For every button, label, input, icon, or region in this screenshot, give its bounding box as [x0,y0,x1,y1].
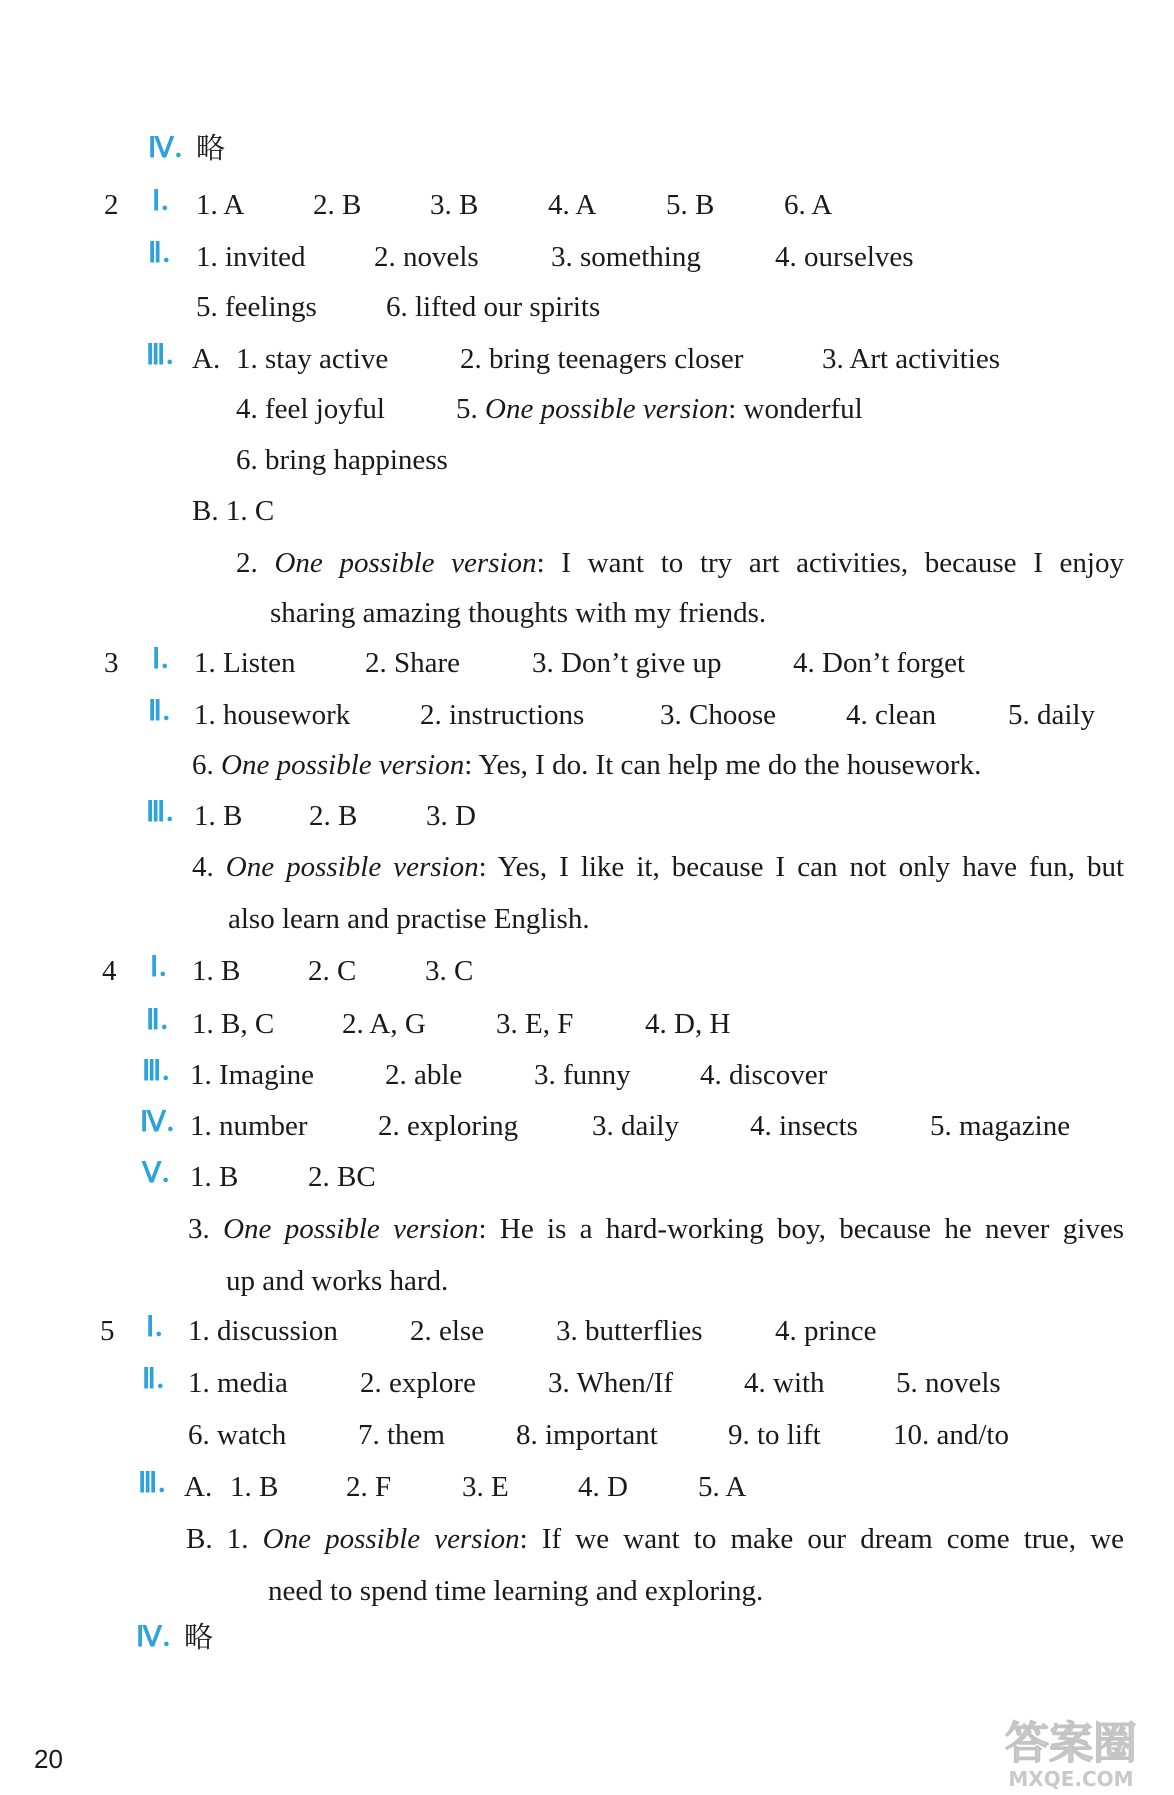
answer: 1. B [194,800,243,832]
answer: 2. One possible version: I want to try art activities, because I enjoy [236,547,1124,579]
answer: 1. media [188,1367,288,1399]
section-roman: Ⅳ. [148,133,183,164]
answer: 2. bring teenagers closer [460,343,744,375]
section-roman: Ⅰ. [146,1312,164,1343]
answer: A. [192,343,221,375]
unit-number: 5 [100,1315,115,1347]
answer: 4. Don’t forget [793,647,966,679]
answer: 1. Imagine [190,1059,315,1091]
answer: 2. exploring [378,1110,519,1142]
answer: 4. ourselves [775,241,914,273]
answer: 1. stay active [236,343,389,375]
answer: sharing amazing thoughts with my friends. [270,597,767,629]
answer: A. [184,1471,213,1503]
answer: 6. One possible version: Yes, I do. It can help me do the housework. [192,749,982,781]
answer: 9. to lift [728,1419,821,1451]
answer: 3. One possible version: He is a hard-working boy, because he never gives [188,1213,1124,1245]
answer: 5. novels [896,1367,1001,1399]
watermark-url: MXQE.COM [1008,1767,1134,1790]
answer: 1. number [190,1110,308,1142]
section-roman: Ⅰ. [152,644,170,675]
section-roman: Ⅰ. [150,952,168,983]
answer: 4. prince [775,1315,877,1347]
answer: 5. magazine [930,1110,1071,1142]
answer: 5. One possible version: wonderful [456,393,863,425]
answer: 3. B [430,189,479,221]
answer: B. 1. One possible version: If we want to make our dream come true, we [186,1523,1125,1555]
answer: 4. A [548,189,597,221]
answer: 略 [196,133,226,165]
answer: 1. discussion [188,1315,338,1347]
answer: 3. E [462,1471,509,1503]
answer: 1. A [196,189,245,221]
answer: 2. Share [365,647,461,679]
answer: 3. daily [592,1110,679,1142]
answer: 3. butterflies [556,1315,703,1347]
answer: 3. C [425,955,474,987]
answer: 6. A [784,189,833,221]
answer: 5. daily [1008,699,1095,731]
answer: 1. Listen [194,647,296,679]
answer: 2. able [385,1059,463,1091]
answer: 4. feel joyful [236,393,385,425]
section-roman: Ⅲ. [146,797,175,828]
section-roman: Ⅲ. [138,1468,167,1499]
answer: 4. clean [846,699,937,731]
answer: 3. When/If [548,1367,674,1399]
answer: 6. watch [188,1419,287,1451]
watermark-logo [985,1710,1160,1790]
answer: 1. invited [196,241,306,273]
answer: also learn and practise English. [228,903,590,935]
unit-number: 2 [104,189,119,221]
answer: 2. B [313,189,362,221]
answer: 2. instructions [420,699,585,731]
answer: 4. D [578,1471,628,1503]
answer: 2. novels [374,241,479,273]
answer: up and works hard. [226,1265,449,1297]
answer: 2. C [308,955,357,987]
answer: 3. E, F [496,1008,574,1040]
unit-number: 3 [104,647,119,679]
answer: 5. feelings [196,291,317,323]
section-roman: Ⅱ. [142,1364,165,1395]
answer: 3. something [551,241,701,273]
answer: 8. important [516,1419,658,1451]
answer: 2. A, G [342,1008,426,1040]
answer: 5. A [698,1471,747,1503]
section-roman: Ⅱ. [148,238,171,269]
answer: 5. B [666,189,715,221]
answer: 10. and/to [893,1419,1009,1451]
answer: 3. Choose [660,699,776,731]
answer: 6. bring happiness [236,444,448,476]
answer: 7. them [358,1419,445,1451]
section-roman: Ⅲ. [142,1056,171,1087]
answer: 3. Art activities [822,343,1000,375]
answer: 2. BC [308,1161,376,1193]
section-roman: Ⅴ. [142,1158,171,1189]
answer: 4. One possible version: Yes, I like it, because I can not only have fun, but [192,851,1125,883]
section-roman: Ⅱ. [148,696,171,727]
answer: 1. B, C [192,1008,275,1040]
page-number: 20 [34,1744,63,1774]
answer: B. 1. C [192,495,275,527]
answer: 6. lifted our spirits [386,291,601,323]
answer: 4. discover [700,1059,828,1091]
section-roman: Ⅳ. [140,1107,175,1138]
answer: 1. B [190,1161,239,1193]
watermark-title: 答案圈 [1005,1718,1137,1769]
section-roman: Ⅱ. [146,1005,169,1036]
answer: 4. with [744,1367,825,1399]
answer: 4. D, H [645,1008,731,1040]
answer: 1. B [192,955,241,987]
answer: 4. insects [750,1110,858,1142]
section-roman: Ⅳ. [136,1622,171,1653]
answer: 略 [184,1622,214,1654]
answer: 2. B [309,800,358,832]
answer: 3. Don’t give up [532,647,722,679]
answer: 3. funny [534,1059,631,1091]
unit-number: 4 [102,955,117,987]
answer: 2. explore [360,1367,476,1399]
answer: need to spend time learning and exploring. [268,1575,764,1607]
answer: 3. D [426,800,476,832]
answer: 1. B [230,1471,279,1503]
answer: 2. F [346,1471,392,1503]
section-roman: Ⅲ. [146,340,175,371]
answer: 2. else [410,1315,485,1347]
answer: 1. housework [194,699,351,731]
section-roman: Ⅰ. [152,186,170,217]
